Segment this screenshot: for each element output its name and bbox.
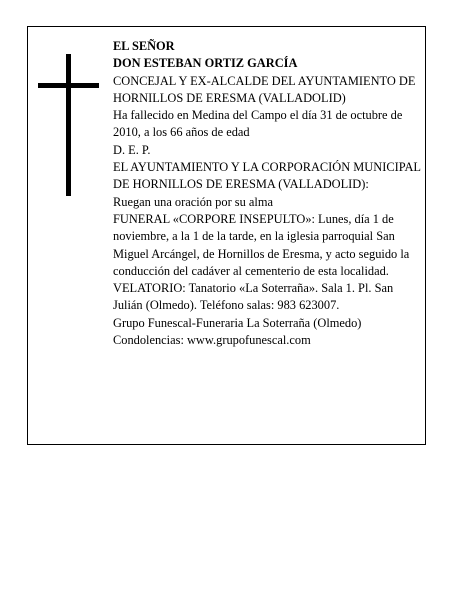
wake-info: VELATORIO: Tanatorio «La Soterraña». Sala 1. Pl. San Julián (Olmedo). Teléfono salas: 983 623007. <box>113 281 394 313</box>
prayer-request: Ruegan una oración por su alma <box>113 194 273 209</box>
funeral-info: FUNERAL «CORPORE INSEPULTO»: Lunes, día 1 de noviembre, a la 1 de la tarde, en la iglesia parroquial San Miguel Arcángel, de Hornillos de Eresma, y acto seguido la conducción del cadáver al cementerio de esta localidad. <box>113 211 410 278</box>
positions: CONCEJAL Y EX-ALCALDE DEL AYUNTAMIENTO DE HORNILLOS DE ERESMA (VALLADOLID) <box>113 73 416 105</box>
death-info: Ha fallecido en Medina del Campo el día 31 de octubre de 2010, a los 66 años de edad <box>113 108 403 140</box>
cross-icon-crossbar <box>38 83 99 88</box>
obituary-text <box>113 38 425 349</box>
cross-icon <box>66 54 71 196</box>
funeral-home: Grupo Funescal-Funeraria La Soterraña (Olmedo) <box>113 315 362 330</box>
rip: D. E. P. <box>113 142 151 157</box>
title-line: EL SEÑOR <box>113 39 175 53</box>
condolences: Condolencias: www.grupofunescal.com <box>113 333 311 348</box>
mourners: EL AYUNTAMIENTO Y LA CORPORACIÓN MUNICIPAL DE HORNILLOS DE ERESMA (VALLADOLID): <box>113 160 421 192</box>
deceased-name: DON ESTEBAN ORTIZ GARCÍA <box>113 56 298 71</box>
